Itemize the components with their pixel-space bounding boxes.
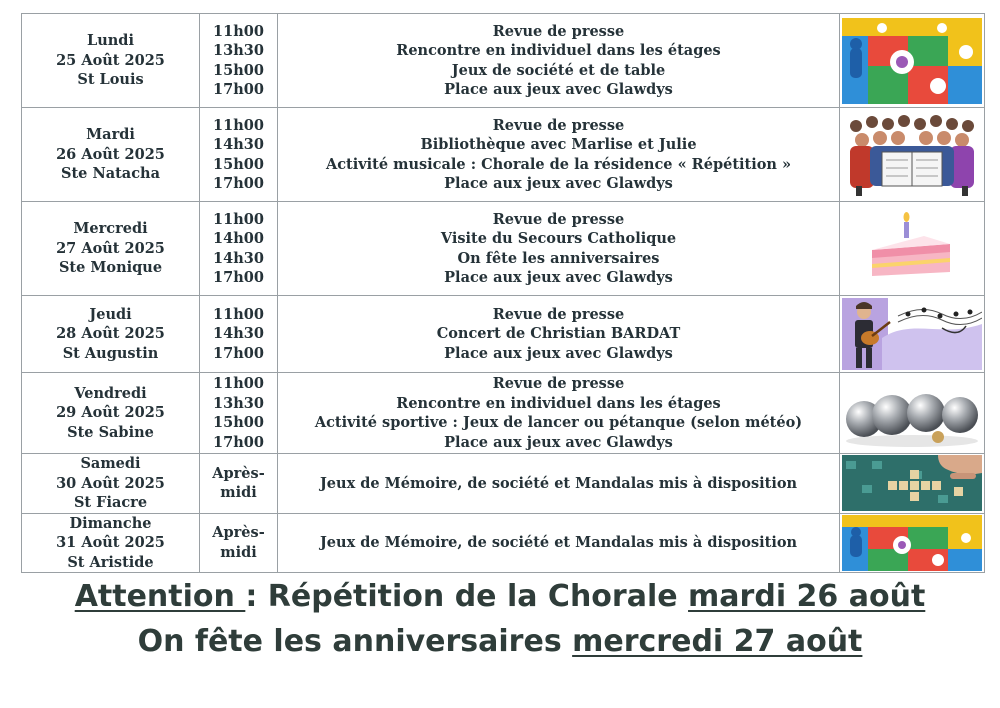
activities-cell — [278, 108, 840, 202]
day-cell — [22, 373, 200, 454]
activity: Jeux de société et de table — [451, 61, 666, 79]
time: 15h00 — [213, 414, 264, 431]
day-cell — [22, 14, 200, 108]
time: midi — [220, 543, 257, 561]
time: 11h00 — [213, 116, 264, 134]
activity: Revue de presse — [492, 375, 625, 392]
image-cell — [840, 202, 985, 296]
time: 17h00 — [213, 344, 264, 362]
activity: On fête les anniversaires — [457, 249, 660, 267]
day-name: Mardi — [86, 126, 135, 144]
notice-choir-rehearsal: : Répétition de la Chorale — [245, 579, 689, 614]
times-cell — [200, 513, 278, 573]
day-name: Jeudi — [89, 305, 132, 323]
time: 14h30 — [213, 249, 264, 267]
time: 13h30 — [213, 394, 264, 412]
notice-attention: Attention — [74, 579, 246, 614]
activity: Activité sportive : Jeux de lancer ou pétanque (selon météo) — [314, 414, 803, 431]
petanque-balls-image — [842, 375, 982, 451]
activity: Rencontre en individuel dans les étages — [396, 394, 721, 412]
image-cell — [840, 454, 985, 514]
image-cell — [840, 513, 985, 573]
time: 17h00 — [213, 433, 264, 451]
day-date: 31 Août 2025 — [56, 534, 165, 551]
scrabble-board-image — [842, 455, 982, 511]
activities-cell — [278, 513, 840, 573]
notice-choir-date: mardi 26 août — [688, 579, 926, 614]
times-cell — [200, 454, 278, 514]
time: 15h00 — [213, 155, 264, 173]
activity: Revue de presse — [492, 305, 625, 323]
schedule-row — [22, 454, 985, 514]
activity: Place aux jeux avec Glawdys — [444, 433, 673, 451]
activity: Concert de Christian BARDAT — [436, 325, 681, 343]
schedule-row — [22, 296, 985, 373]
image-cell — [840, 14, 985, 108]
day-saint: St Aristide — [67, 553, 154, 571]
day-cell — [22, 108, 200, 202]
time: Après- — [212, 524, 265, 542]
time: 11h00 — [213, 22, 264, 40]
activity: Place aux jeux avec Glawdys — [444, 175, 673, 192]
activities-cell — [278, 454, 840, 514]
guitarist-image — [842, 298, 982, 370]
birthday-cake-image — [842, 206, 982, 292]
day-name: Samedi — [80, 455, 141, 472]
day-name: Vendredi — [74, 384, 147, 402]
time: Après- — [212, 464, 265, 482]
schedule-row — [22, 108, 985, 202]
day-date: 28 Août 2025 — [56, 325, 165, 343]
time: midi — [220, 484, 257, 502]
time: 11h00 — [213, 210, 264, 228]
notice-line-2 — [0, 622, 1000, 662]
time: 11h00 — [213, 305, 264, 323]
day-saint: St Fiacre — [73, 494, 148, 511]
notice-birthdays-date: mercredi 27 août — [572, 624, 863, 659]
time: 15h00 — [213, 61, 264, 79]
day-date: 27 Août 2025 — [56, 239, 165, 257]
board-game-image — [842, 18, 982, 104]
schedule-table — [21, 13, 985, 573]
day-cell — [22, 202, 200, 296]
schedule-row — [22, 373, 985, 454]
schedule-row — [22, 202, 985, 296]
day-date: 29 Août 2025 — [56, 404, 165, 422]
time: 17h00 — [213, 81, 264, 98]
activities-cell — [278, 202, 840, 296]
schedule-row — [22, 14, 985, 108]
activity: Place aux jeux avec Glawdys — [444, 269, 673, 286]
notice-birthdays: On fête les anniversaires — [137, 624, 573, 659]
times-cell — [200, 373, 278, 454]
activities-cell — [278, 373, 840, 454]
day-saint: Ste Monique — [58, 259, 163, 277]
image-cell — [840, 373, 985, 454]
activity: Visite du Secours Catholique — [440, 230, 677, 247]
activity: Activité musicale : Chorale de la résidence « Répétition » — [325, 155, 792, 173]
day-cell — [22, 513, 200, 573]
activity: Bibliothèque avec Marlise et Julie — [420, 136, 697, 153]
activity: Revue de presse — [492, 22, 625, 40]
image-cell — [840, 296, 985, 373]
time: 13h30 — [213, 42, 264, 59]
activity: Rencontre en individuel dans les étages — [396, 42, 721, 59]
activities-cell — [278, 14, 840, 108]
time: 11h00 — [213, 375, 264, 392]
day-name: Dimanche — [69, 514, 152, 532]
day-name: Lundi — [87, 32, 134, 50]
board-game-image — [842, 515, 982, 571]
activity: Place aux jeux avec Glawdys — [444, 344, 673, 362]
choir-image — [842, 112, 982, 198]
times-cell — [200, 14, 278, 108]
time: 14h30 — [213, 325, 264, 343]
day-saint: St Louis — [77, 71, 144, 89]
activity: Place aux jeux avec Glawdys — [444, 81, 673, 98]
times-cell — [200, 296, 278, 373]
day-date: 30 Août 2025 — [56, 474, 165, 492]
activity: Revue de presse — [492, 210, 625, 228]
day-cell — [22, 296, 200, 373]
times-cell — [200, 108, 278, 202]
activity: Revue de presse — [492, 116, 625, 134]
day-cell — [22, 454, 200, 514]
day-saint: St Augustin — [62, 344, 159, 362]
activities-cell — [278, 296, 840, 373]
day-saint: Ste Natacha — [61, 165, 160, 183]
day-date: 25 Août 2025 — [56, 51, 165, 69]
times-cell — [200, 202, 278, 296]
time: 17h00 — [213, 269, 264, 286]
activity: Jeux de Mémoire, de société et Mandalas mis à disposition — [319, 534, 798, 551]
notice-line-1 — [0, 577, 1000, 617]
time: 14h00 — [213, 230, 264, 247]
time: 17h00 — [213, 175, 264, 192]
image-cell — [840, 108, 985, 202]
day-name: Mercredi — [73, 220, 148, 238]
day-saint: Ste Sabine — [67, 423, 154, 441]
time: 14h30 — [213, 136, 264, 153]
day-date: 26 Août 2025 — [56, 145, 165, 163]
schedule-row — [22, 513, 985, 573]
activity: Jeux de Mémoire, de société et Mandalas mis à disposition — [319, 474, 798, 492]
